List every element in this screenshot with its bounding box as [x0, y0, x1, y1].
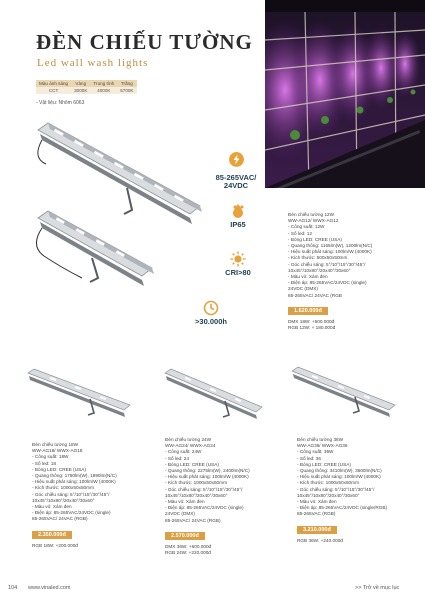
spec-line: - Kích thước: 1000x50x50mm — [32, 485, 94, 491]
spec-line: - Kích thước: 1000x50x50mm — [165, 480, 227, 486]
light-bar-image-36w — [292, 367, 395, 417]
page-subtitle: Led wall wash lights — [37, 57, 149, 69]
wall-wash-photo — [265, 0, 425, 188]
feature-voltage-line1: 85-265VAC/ — [215, 173, 257, 182]
spec-line: - Bóng LED: CREE (USA) — [288, 236, 342, 242]
light-bar-images — [32, 118, 222, 308]
spec-line: - Số led: 12 — [288, 230, 312, 236]
spec-line: 85-265VAC/ 24VAC (RGB) — [32, 516, 88, 522]
option-price: DMX 36W: +600.000đ — [165, 543, 212, 549]
spec-line: 10x45°/10x80°/20x40°/30x60° — [32, 497, 95, 503]
spec-line: - Hiệu suất phát sáng: 100lm/W (4000K) — [288, 249, 372, 255]
cct-value-cell: 4000K — [90, 87, 117, 94]
spec-line: - Góc chiếu sáng: 5°/10°/15°/30°/45°/ — [297, 486, 375, 492]
cct-header-cell: Trung tính — [90, 80, 117, 87]
light-bar-image-medium — [36, 211, 154, 286]
lightning-icon — [229, 152, 244, 167]
spec-line: - Công suất: 24W — [165, 449, 202, 455]
option-price: RGB 12W: + 180.000đ — [288, 325, 336, 331]
cct-table — [36, 80, 137, 94]
spec-line: - Công suất: 36W — [297, 449, 334, 455]
product-18w — [32, 442, 117, 549]
water-drop-icon — [230, 203, 246, 219]
product-name: Đèn chiếu tường 12W — [288, 212, 335, 217]
spec-line: - Kích thước: 500x50x50mm — [288, 255, 348, 261]
spec-line: - Hiệu suất phát sáng: 100lm/W (4000K) — [297, 474, 381, 480]
page-number: 104 — [8, 585, 18, 591]
spec-line: - Hiệu suất phát sáng: 100lm/W (4000K) — [165, 474, 249, 480]
product-12w — [288, 212, 372, 331]
spec-line: 24VDC (DMX) — [165, 511, 195, 517]
spec-line: - Bóng LED: CREE (USA) — [165, 461, 219, 467]
cct-header-cell: Màu ánh sáng — [36, 80, 71, 87]
option-price: RGB 36W: +240.000đ — [297, 537, 343, 543]
feature-lifetime — [181, 300, 241, 326]
spec-line: - Số led: 36 — [297, 455, 321, 461]
product-code: WW-AG12/ WWX-AG12 — [288, 218, 339, 224]
spec-line: - Số led: 18 — [32, 460, 56, 466]
spec-line: - Quang thông: 1165lm(W), 1200lm(N/C) — [288, 243, 373, 249]
spec-line: - Hiệu suất phát sáng: 100lm/W (4000K) — [32, 479, 116, 485]
feature-ip — [208, 203, 268, 229]
price-badge: 1.620.000đ — [288, 307, 328, 315]
product-24w — [165, 437, 250, 556]
spec-line: - Kích thước: 1000x50x50mm — [297, 480, 359, 486]
product-36w — [297, 437, 387, 544]
product-code: WW-AG18/ WWX-AG18 — [32, 448, 83, 454]
spec-line: - Điện áp: 85-265VAC/24VDC (single) — [288, 280, 367, 286]
spec-line: - Bóng LED: CREE (USA) — [32, 466, 86, 472]
material-note: - Vật liệu: Nhôm 6063 — [36, 100, 85, 106]
spec-line: - Màu vỏ: Xám đen — [32, 504, 72, 510]
spec-line: - Góc chiếu sáng: 5°/10°/15°/30°/45°/ — [32, 491, 110, 497]
spec-line: - Quang thông: 1750lm(W), 1890lm(N/C) — [32, 473, 117, 479]
bottom-light-bar-images — [20, 365, 420, 425]
product-name: Đèn chiếu tường 18W — [32, 442, 79, 447]
spec-line: - Điện áp: 85-265VAC/24VDC (single/RGB) — [297, 505, 388, 511]
feature-voltage — [206, 152, 266, 190]
spec-line: - Màu vỏ: Xám đen — [165, 499, 205, 505]
clock-icon — [203, 300, 219, 316]
website-link[interactable]: www.vinaled.com — [28, 585, 71, 591]
option-price: RGB 18W: +200.000đ — [32, 542, 78, 548]
price-badge: 3.210.000đ — [297, 526, 337, 534]
back-to-toc-link[interactable]: >> Trở về mục lục — [355, 585, 400, 591]
spec-line: - Quang thông: 2275lm(W), 2400lm(N/C) — [165, 468, 250, 474]
feature-cri — [208, 251, 268, 277]
option-price: DMX 18W: +500.000đ — [288, 318, 335, 324]
price-badge: 2.350.000đ — [32, 531, 72, 539]
spec-line: 10x45°/10x80°/20x40°/30x60° — [165, 492, 228, 498]
feature-lifetime-label: >30.000h — [195, 317, 227, 326]
spec-line: 85-265VAC/ 24VAC (RGB) — [165, 517, 221, 523]
cct-value-cell: 3000K — [71, 87, 90, 94]
spec-line: - Màu vỏ: Xám đen — [297, 499, 337, 505]
cct-header-cell: Vàng — [71, 80, 90, 87]
product-code: WW-AG24/ WWX-AG24 — [165, 443, 216, 449]
light-bar-image-large — [38, 123, 202, 224]
spec-line: 10x45°/10x80°/20x40°/30x60° — [297, 492, 360, 498]
spec-line: - Góc chiếu sáng: 5°/10°/15°/30°/45°/ — [165, 486, 243, 492]
spec-line: 85-265VAC (RGB) — [297, 511, 336, 517]
option-price: RGB 24W: +220.000đ — [165, 550, 211, 556]
cct-value-cell: 5700K — [117, 87, 136, 94]
spec-line: - Điện áp: 85-265VAC/24VDC (single) — [165, 505, 244, 511]
feature-cri-label: CRI>80 — [225, 268, 251, 277]
product-name: Đèn chiếu tường 36W — [297, 437, 344, 442]
product-name: Đèn chiếu tường 24W — [165, 437, 212, 442]
light-bar-image-18w — [28, 369, 130, 417]
spec-line: - Quang thông: 3410lm(W), 3600lm(N/C) — [297, 468, 382, 474]
feature-voltage-line2: 24VDC — [223, 181, 249, 190]
spec-line: - Điện áp: 85-265VAC/24VDC (single) — [32, 510, 111, 516]
sun-icon — [230, 251, 246, 267]
spec-line: - Công suất: 18W — [32, 454, 69, 460]
spec-line: 85-265VAC/ 24VAC (RGB — [288, 292, 343, 298]
page-title: ĐÈN CHIẾU TƯỜNG — [36, 30, 253, 54]
feature-ip-label: IP65 — [230, 220, 246, 229]
spec-line: - Công suất: 12W — [288, 224, 325, 230]
spec-line: - Bóng LED: CREE (USA) — [297, 461, 351, 467]
spec-line: - Màu vỏ: Xám đen — [288, 274, 328, 280]
spec-line: - Góc chiếu sáng: 5°/10°/15°/30°/45°/ — [288, 261, 366, 267]
cct-value-cell: CCT — [36, 87, 71, 94]
product-code: WW-AG36/ WWX-AG36 — [297, 443, 348, 449]
cct-header-cell: Trắng — [117, 80, 136, 87]
spec-line: - Số led: 24 — [165, 455, 189, 461]
light-bar-image-24w — [165, 369, 262, 419]
spec-line: 10x45°/10x80°/20x40°/30x60° — [288, 267, 351, 273]
spec-line: 24VDC (DMX) — [288, 286, 318, 292]
price-badge: 2.570.000đ — [165, 532, 205, 540]
